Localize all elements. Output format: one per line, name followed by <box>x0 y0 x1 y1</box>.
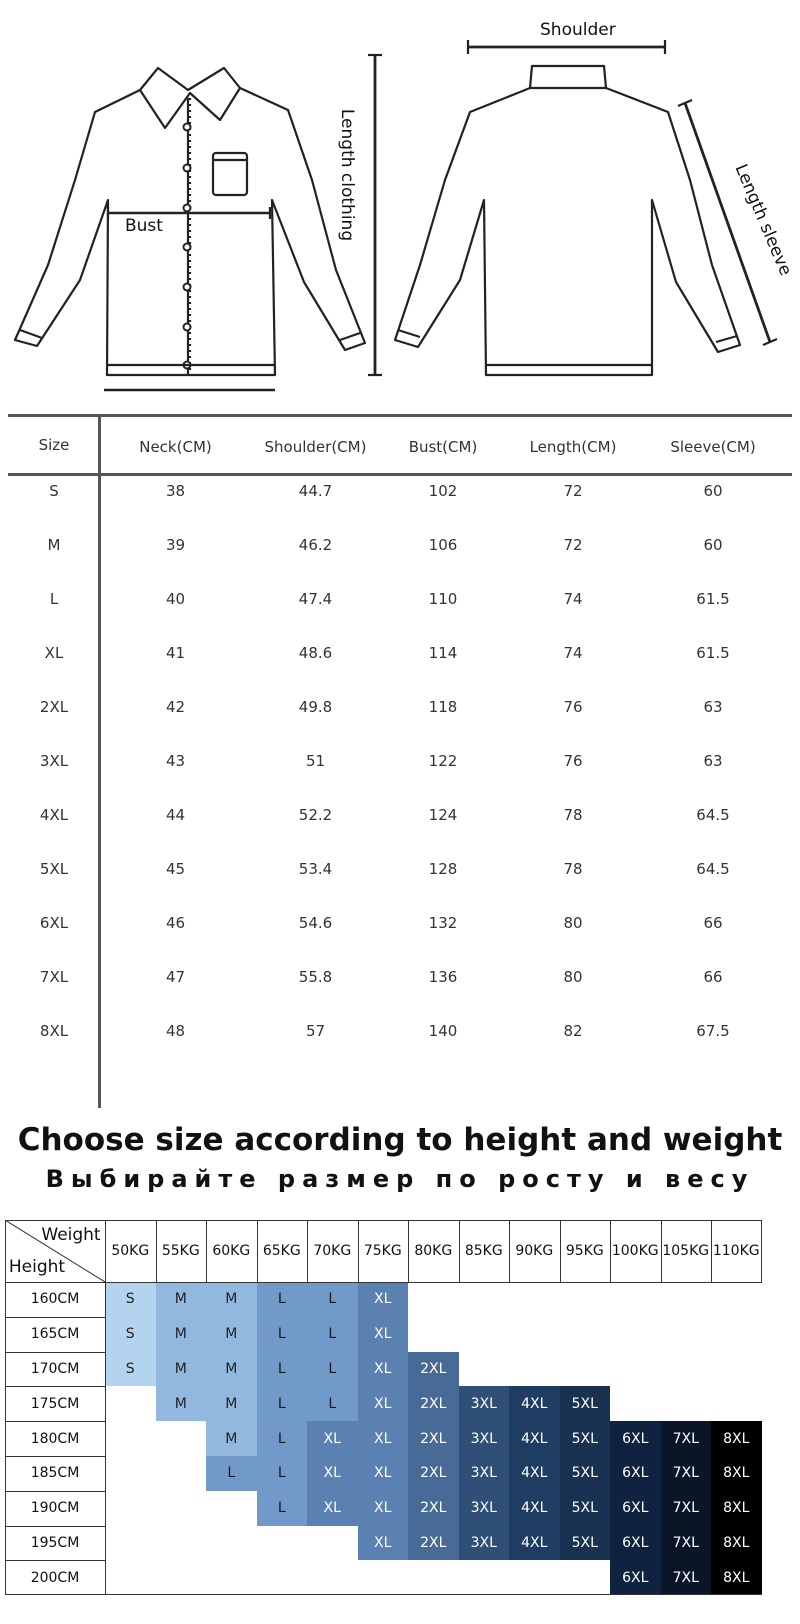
grid-line <box>105 1220 106 1595</box>
table-size-cell: 8XL <box>39 1022 69 1040</box>
grid-size-cell: 4XL <box>509 1456 560 1491</box>
table-value-cell: 106 <box>428 536 458 554</box>
table-value-cell: 46.2 <box>298 536 333 554</box>
grid-size-cell: S <box>105 1352 156 1387</box>
grid-size-cell: 2XL <box>408 1386 459 1421</box>
grid-size-cell: 4XL <box>509 1491 560 1526</box>
grid-size-cell: 2XL <box>408 1526 459 1561</box>
weight-header-cell: 85KG <box>464 1243 503 1259</box>
grid-size-cell: XL <box>307 1491 358 1526</box>
table-value-cell: 66 <box>703 968 723 986</box>
grid-line <box>5 1456 105 1457</box>
table-value-cell: 122 <box>428 752 458 770</box>
weight-header-cell: 110KG <box>712 1243 760 1259</box>
table-value-cell: 40 <box>165 590 186 608</box>
table-size-cell: 5XL <box>39 860 69 878</box>
table-value-cell: 44 <box>165 806 186 824</box>
grid-line <box>257 1220 258 1282</box>
grid-border <box>5 1220 762 1221</box>
grid-size-cell: M <box>206 1317 257 1352</box>
table-value-cell: 66 <box>703 914 723 932</box>
table-value-cell: 60 <box>703 536 723 554</box>
table-value-cell: 41 <box>165 644 186 662</box>
grid-size-cell: 8XL <box>711 1456 762 1491</box>
grid-size-cell: 2XL <box>408 1491 459 1526</box>
height-header-cell: 170CM <box>30 1360 80 1377</box>
grid-size-cell: M <box>156 1386 207 1421</box>
grid-size-cell: 3XL <box>459 1526 510 1561</box>
grid-size-cell: L <box>307 1352 358 1387</box>
table-value-cell: 136 <box>428 968 458 986</box>
grid-size-cell: M <box>206 1352 257 1387</box>
table-value-cell: 39 <box>165 536 186 554</box>
grid-size-cell: 7XL <box>661 1491 712 1526</box>
table-value-cell: 74 <box>563 590 583 608</box>
weight-header-cell: 55KG <box>161 1243 200 1259</box>
table-value-cell: 82 <box>563 1022 583 1040</box>
grid-line <box>5 1526 105 1527</box>
guide-title-ru: Выбирайте размер по росту и весу <box>45 1165 755 1193</box>
grid-line <box>5 1282 762 1283</box>
grid-size-cell: 6XL <box>610 1526 661 1561</box>
grid-size-cell: L <box>257 1491 308 1526</box>
grid-line <box>661 1220 662 1282</box>
table-value-cell: 72 <box>563 482 583 500</box>
grid-size-cell: 5XL <box>560 1456 611 1491</box>
grid-size-cell: M <box>156 1352 207 1387</box>
corner-height-label: Height <box>8 1257 66 1277</box>
table-value-cell: 78 <box>563 860 583 878</box>
length-sleeve-label: Length sleeve <box>730 161 796 279</box>
table-value-cell: 72 <box>563 536 583 554</box>
table-value-cell: 118 <box>428 698 458 716</box>
grid-line <box>5 1491 105 1492</box>
weight-header-cell: 100KG <box>611 1243 659 1259</box>
grid-line <box>156 1220 157 1282</box>
table-value-cell: 45 <box>165 860 186 878</box>
table-value-cell: 80 <box>563 914 583 932</box>
grid-size-cell: L <box>257 1317 308 1352</box>
table-value-cell: 78 <box>563 806 583 824</box>
table-header-cell: Size <box>38 436 70 454</box>
table-size-cell: 3XL <box>39 752 69 770</box>
grid-size-cell: L <box>307 1282 358 1317</box>
table-value-cell: 42 <box>165 698 186 716</box>
table-value-cell: 67.5 <box>696 1022 730 1040</box>
grid-size-cell: L <box>257 1421 308 1456</box>
grid-size-cell: M <box>206 1282 257 1317</box>
grid-size-cell: 8XL <box>711 1491 762 1526</box>
table-value-cell: 51 <box>305 752 326 770</box>
grid-size-cell: M <box>156 1282 207 1317</box>
grid-line <box>459 1220 460 1282</box>
grid-size-cell: L <box>257 1386 308 1421</box>
grid-size-cell: 4XL <box>509 1421 560 1456</box>
grid-size-cell: S <box>105 1317 156 1352</box>
table-value-cell: 128 <box>428 860 458 878</box>
grid-size-cell: 2XL <box>408 1456 459 1491</box>
table-value-cell: 60 <box>703 482 723 500</box>
grid-size-cell: 2XL <box>408 1421 459 1456</box>
grid-size-cell: XL <box>358 1421 409 1456</box>
grid-size-cell: M <box>206 1386 257 1421</box>
shoulder-label: Shoulder <box>540 20 616 40</box>
weight-header-cell: 75KG <box>363 1243 402 1259</box>
height-weight-grid <box>5 1220 800 1620</box>
table-header-cell: Length(CM) <box>529 438 617 456</box>
grid-size-cell: XL <box>307 1456 358 1491</box>
grid-size-cell: 8XL <box>711 1421 762 1456</box>
table-value-cell: 140 <box>428 1022 458 1040</box>
grid-size-cell: 5XL <box>560 1491 611 1526</box>
grid-size-cell: 2XL <box>408 1352 459 1387</box>
size-measurement-table <box>8 414 800 1108</box>
weight-header-cell: 90KG <box>515 1243 554 1259</box>
table-header-cell: Sleeve(CM) <box>670 438 756 456</box>
table-value-cell: 63 <box>703 698 723 716</box>
grid-size-cell: 6XL <box>610 1421 661 1456</box>
weight-header-cell: 80KG <box>414 1243 453 1259</box>
grid-size-cell: XL <box>358 1386 409 1421</box>
height-header-cell: 195CM <box>30 1534 80 1551</box>
grid-line <box>610 1220 611 1282</box>
table-value-cell: 74 <box>563 644 583 662</box>
table-value-cell: 47.4 <box>298 590 333 608</box>
grid-size-cell: 7XL <box>661 1456 712 1491</box>
grid-size-cell: 3XL <box>459 1386 510 1421</box>
grid-size-cell: XL <box>307 1421 358 1456</box>
weight-header-cell: 65KG <box>262 1243 301 1259</box>
weight-header-cell: 50KG <box>111 1243 150 1259</box>
grid-size-cell: L <box>257 1282 308 1317</box>
grid-size-cell: M <box>156 1317 207 1352</box>
grid-line <box>5 1386 105 1387</box>
bust-label: Bust <box>125 216 163 236</box>
grid-size-cell: 6XL <box>610 1456 661 1491</box>
table-value-cell: 44.7 <box>298 482 333 500</box>
grid-line <box>206 1220 207 1282</box>
table-size-cell: 4XL <box>39 806 69 824</box>
table-top-rule <box>8 414 792 417</box>
table-value-cell: 64.5 <box>696 860 730 878</box>
grid-line <box>307 1220 308 1282</box>
table-value-cell: 76 <box>563 752 583 770</box>
height-header-cell: 190CM <box>30 1500 80 1517</box>
grid-line <box>711 1220 712 1282</box>
grid-size-cell: M <box>206 1421 257 1456</box>
height-header-cell: 180CM <box>30 1430 80 1447</box>
table-value-cell: 64.5 <box>696 806 730 824</box>
height-header-cell: 160CM <box>30 1291 80 1308</box>
corner-diagonal <box>5 1220 105 1282</box>
grid-size-cell: 5XL <box>560 1421 611 1456</box>
table-size-cell: S <box>49 482 59 500</box>
grid-border <box>5 1594 762 1595</box>
table-value-cell: 48.6 <box>298 644 333 662</box>
table-header-cell: Neck(CM) <box>139 438 212 456</box>
table-size-cell: M <box>47 536 61 554</box>
grid-size-cell: 3XL <box>459 1421 510 1456</box>
grid-size-cell: 7XL <box>661 1560 712 1595</box>
grid-size-cell: 4XL <box>509 1386 560 1421</box>
table-size-cell: 6XL <box>39 914 69 932</box>
grid-line <box>560 1220 561 1282</box>
grid-line <box>509 1220 510 1282</box>
grid-size-cell: 3XL <box>459 1456 510 1491</box>
table-value-cell: 55.8 <box>298 968 333 986</box>
grid-size-cell: 5XL <box>560 1386 611 1421</box>
grid-size-cell: 6XL <box>610 1560 661 1595</box>
weight-header-cell: 105KG <box>662 1243 710 1259</box>
table-value-cell: 54.6 <box>298 914 333 932</box>
guide-title-en: Choose size according to height and weight <box>17 1122 783 1158</box>
table-value-cell: 53.4 <box>298 860 333 878</box>
grid-size-cell: 8XL <box>711 1526 762 1561</box>
grid-size-cell: XL <box>358 1352 409 1387</box>
table-header-rule <box>8 473 792 476</box>
table-value-cell: 38 <box>165 482 186 500</box>
grid-size-cell: 7XL <box>661 1526 712 1561</box>
table-size-cell: L <box>49 590 59 608</box>
corner-weight-label: Weight <box>41 1225 101 1245</box>
table-value-cell: 110 <box>428 590 458 608</box>
grid-size-cell: 7XL <box>661 1421 712 1456</box>
table-value-cell: 61.5 <box>696 590 730 608</box>
grid-size-cell: 4XL <box>509 1526 560 1561</box>
grid-size-cell: L <box>257 1352 308 1387</box>
table-value-cell: 47 <box>165 968 186 986</box>
table-value-cell: 61.5 <box>696 644 730 662</box>
height-header-cell: 185CM <box>30 1465 80 1482</box>
height-header-cell: 175CM <box>30 1395 80 1412</box>
table-value-cell: 76 <box>563 698 583 716</box>
weight-header-cell: 70KG <box>313 1243 352 1259</box>
table-header-cell: Shoulder(CM) <box>264 438 367 456</box>
grid-size-cell: 8XL <box>711 1560 762 1595</box>
weight-header-cell: 95KG <box>565 1243 604 1259</box>
table-value-cell: 57 <box>305 1022 326 1040</box>
grid-size-cell: L <box>206 1456 257 1491</box>
table-value-cell: 52.2 <box>298 806 333 824</box>
table-size-cell: 7XL <box>39 968 69 986</box>
grid-size-cell: L <box>307 1317 358 1352</box>
garment-diagram <box>0 0 800 410</box>
table-value-cell: 114 <box>428 644 458 662</box>
grid-line <box>5 1352 105 1353</box>
grid-line <box>5 1560 105 1561</box>
grid-line <box>358 1220 359 1282</box>
table-size-cell: XL <box>44 644 64 662</box>
grid-line <box>408 1220 409 1282</box>
table-value-cell: 48 <box>165 1022 186 1040</box>
grid-size-cell: XL <box>358 1456 409 1491</box>
table-header-cell: Bust(CM) <box>408 438 478 456</box>
table-value-cell: 124 <box>428 806 458 824</box>
grid-size-cell: S <box>105 1282 156 1317</box>
grid-size-cell: L <box>307 1386 358 1421</box>
grid-size-cell: XL <box>358 1282 409 1317</box>
grid-size-cell: XL <box>358 1317 409 1352</box>
grid-size-cell: L <box>257 1456 308 1491</box>
weight-header-cell: 60KG <box>212 1243 251 1259</box>
grid-border <box>761 1220 762 1282</box>
grid-size-cell: XL <box>358 1526 409 1561</box>
table-value-cell: 43 <box>165 752 186 770</box>
grid-line <box>5 1317 105 1318</box>
shirt-front-icon <box>15 68 365 390</box>
grid-size-cell: XL <box>358 1491 409 1526</box>
table-size-cell: 2XL <box>39 698 69 716</box>
grid-size-cell: 5XL <box>560 1526 611 1561</box>
grid-line <box>5 1421 105 1422</box>
table-value-cell: 46 <box>165 914 186 932</box>
length-clothing-label: Length clothing <box>337 108 357 242</box>
table-value-cell: 63 <box>703 752 723 770</box>
table-value-cell: 132 <box>428 914 458 932</box>
table-value-cell: 80 <box>563 968 583 986</box>
table-value-cell: 102 <box>428 482 458 500</box>
garment-diagram-svg <box>0 0 800 410</box>
height-header-cell: 165CM <box>30 1326 80 1343</box>
grid-size-cell: 6XL <box>610 1491 661 1526</box>
height-header-cell: 200CM <box>30 1569 80 1586</box>
table-value-cell: 49.8 <box>298 698 333 716</box>
grid-size-cell: 3XL <box>459 1491 510 1526</box>
